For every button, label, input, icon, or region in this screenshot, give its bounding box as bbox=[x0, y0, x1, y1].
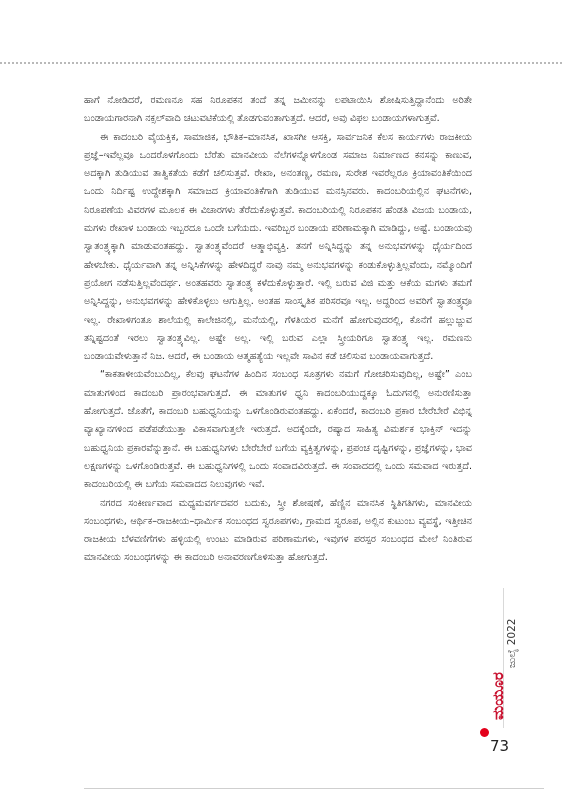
top-dotted-divider bbox=[0, 62, 562, 64]
magazine-brand-logo: ಮಯೂರ bbox=[489, 672, 507, 720]
article-paragraph: ನಗರದ ಸಂಕೀರ್ಣವಾದ ಮಧ್ಯಮವರ್ಗದವರ ಬದುಕು, ಸ್ತ್ರೀ ಶೋಷಣೆ, ಹೆಣ್ಣಿನ ಮಾನಸಿಕ ಸ್ಥಿತಿಗತಿಗಳು, ಮಾನವೀಯ ಸಂಬಂಧಗಳು, ಆರ್ಥಿಕ–ರಾಜಕೀಯ–ಧಾರ್ಮಿಕ ಸಂಬಂಧದ ಸ್ವರೂಪಗಳು, ಗ್ರಾಮದ ಸ್ವರೂಪ, ಅಲ್ಲಿನ ಕುಟುಂಬ ವ್ಯವಸ್ಥೆ, ಇತ್ತೀಚಿನ ರಾಜಕೀಯ ಬೆಳವಣಿಗೆಗಳು ಹಳ್ಳಿಯಲ್ಲಿ ಉಂಟು ಮಾಡಿರುವ ಪರಿಣಾಮಗಳು, ಇವುಗಳ ಪರಸ್ಪರ ಸಂಬಂಧದ ಮೇಲೆ ನಿಂತಿರುವ ಮಾನವೀಯ ಸಂಬಂಧಗಳನ್ನು ಈ ಕಾದಂಬರಿ ಅನಾವರಣಗೊಳಿಸುತ್ತಾ ಹೋಗುತ್ತದೆ. bbox=[84, 497, 472, 564]
article-paragraph: “ಕಾಕತಾಳೀಯವೆಂಬುದಿಲ್ಲ, ಕೆಲವು ಘಟನೆಗಳ ಹಿಂದಿನ ಸಂಬಂಧ ಸೂತ್ರಗಳು ನಮಗೆ ಗೋಚರಿಸುವುದಿಲ್ಲ, ಅಷ್ಟೇ” ಎಂಬ ಮಾತುಗಳಿಂದ ಕಾದಂಬರಿ ಪ್ರಾರಂಭವಾಗುತ್ತದೆ. ಈ ಮಾತುಗಳ ಧ್ವನಿ ಕಾದಂಬರಿಯುದ್ದಕ್ಕೂ ಓದುಗನಲ್ಲಿ ಅನುರಣಿಸುತ್ತಾ ಹೋಗುತ್ತದೆ. ಜೊತೆಗೆ, ಕಾದಂಬರಿ ಬಹುಧ್ವನಿಯನ್ನು ಒಳಗೊಂಡಿರುವಂತಹದ್ದು. ಏಕೆಂದರೆ, ಕಾದಂಬರಿ ಪ್ರಕಾರ ಬೇರೆಬೇರೆ ವಿಭಿನ್ನ ವ್ಯಾಖ್ಯಾನಗಳಿಂದ ಪಡೆಪಡೆಯುತ್ತಾ ವಿಕಾಸವಾಗುತ್ತಲೇ ಇರುತ್ತದೆ. ಅದಕ್ಕೆಂದೇ, ರಷ್ಯಾದ ಸಾಹಿತ್ಯ ವಿಮರ್ಶಕ ಭಾಕ್ತಿನ್ ಇದನ್ನು ಬಹುಧ್ವನಿಯ ಪ್ರಕಾರವೆನ್ನುತ್ತಾನೆ. ಈ ಬಹುಧ್ವನಿಗಳು ಬೇರೆಬೇರೆ ಬಗೆಯ ವ್ಯಕ್ತಿತ್ವಗಳನ್ನು, ಪ್ರಪಂಚ ದೃಷ್ಟಿಗಳನ್ನು, ಪ್ರಜ್ಞೆಗಳನ್ನು, ಭಾವ ಲಕ್ಷಣಗಳನ್ನು ಒಳಗೊಂಡಿರುತ್ತವೆ. ಈ ಬಹುಧ್ವನಿಗಳಲ್ಲಿ ಒಂದು ಸಂವಾದವಿರುತ್ತದೆ. ಈ ಸಂವಾದದಲ್ಲಿ ಒಂದು ಸಮವಾದ ಇರುತ್ತದೆ. ಕಾದಂಬರಿಯಲ್ಲಿ ಈ ಬಗೆಯ ಸಮವಾದದ ನಿಲುವುಗಳು ಇವೆ. bbox=[84, 369, 472, 491]
page-number: 73 bbox=[490, 737, 510, 755]
issue-date: ಜುಲೈ 2022 bbox=[506, 618, 518, 668]
article-body bbox=[84, 92, 472, 568]
article-paragraph: ಈ ಕಾದಂಬರಿ ವೈಯಕ್ತಿಕ, ಸಾಮಾಜಿಕ, ಭೌತಿಕ–ಮಾನಸಿಕ, ಖಾಸಗೀ ಆಸಕ್ತಿ, ಸಾರ್ವಜನಿಕ ಕೆಲಸ ಕಾರ್ಯಗಳು ರಾಜಕೀಯ ಪ್ರಜ್ಞೆ–ಇವೆಲ್ಲವೂ ಒಂದರೊಳಗೊಂದು ಬೆರೆತು ಮಾನವೀಯ ನೆಲೆಗಳನ್ನೊಳಗೊಂಡ ಸಮಾಜ ನಿರ್ಮಾಣದ ಕನಸನ್ನು ಕಾಣುವ, ಅದಕ್ಕಾಗಿ ತುಡಿಯುವ ತಾತ್ವಿಕತೆಯ ಕಡೆಗೆ ಚಲಿಸುತ್ತವೆ. ರೇಖಾ, ಅನಂತಣ್ಣ, ರಮಣ, ಸುರೇಶ ಇವರೆಲ್ಲರೂ ಕ್ರಿಯಾವಂತಿಕೆಯಿಂದ ಒಂದು ನಿರ್ದಿಷ್ಟ ಉದ್ದೇಶಕ್ಕಾಗಿ ಸಮಾಜದ ಕ್ರಿಯಾವಂತಿಕೆಗಾಗಿ ತುಡಿಯುವ ಮನಸ್ಸಿನವರು. ಕಾದಂಬರಿಯಲ್ಲಿನ ಘಟನೆಗಳು, ನಿರೂಪಣೆಯ ವಿವರಗಳ ಮೂಲಕ ಈ ವಿಚಾರಗಳು ತೆರೆದುಕೊಳ್ಳುತ್ತವೆ. ಕಾದಂಬರಿಯಲ್ಲಿ ನಿರೂಪಕನ ಹೆಂಡತಿ ವಿಜಯ ಬಂಡಾಯ, ಮಗಳು ರೇಖಾಳ ಬಂಡಾಯ ಇಬ್ಬರದೂ ಒಂದೇ ಬಗೆಯದು. ಇವರಿಬ್ಬರ ಬಂಡಾಯ ಪರಿಣಾಮಕ್ಕಾಗಿ ಮಾಡಿದ್ದು, ಅಷ್ಟೆ. ಬಂಡಾಯವು ಸ್ವಾತಂತ್ರ್ಯಕ್ಕಾಗಿ ಮಾಡುವಂತಹದ್ದು. ಸ್ವಾತಂತ್ರ್ಯವೆಂದರೆ ಆತ್ಮಾಭಿವ್ಯಕ್ತಿ. ತನಗೆ ಅನ್ನಿಸಿದ್ದನ್ನು ತನ್ನ ಅನುಭವಗಳನ್ನು ಧೈರ್ಯದಿಂದ ಹೇಳಬೇಕು. ಧೈರ್ಯವಾಗಿ ತನ್ನ ಅನ್ನಿಸಿಕೆಗಳನ್ನು ಹೇಳದಿದ್ದರೆ ನಾವು ನಮ್ಮ ಅನುಭವಗಳನ್ನು ಕಂಡುಕೊಳ್ಳುತ್ತಿಲ್ಲವೆಂದು, ನಮ್ಮೊಂದಿಗೆ ಪ್ರಯೋಗ ನಡೆಸುತ್ತಿಲ್ಲವೆಂದರ್ಥ. ಅಂತಹವರು ಸ್ವಾತಂತ್ರ್ಯ ಕಳೆದುಕೊಳ್ಳುತ್ತಾರೆ. ಇಲ್ಲಿ ಬರುವ ವಿಜಿ ಮತ್ತು ಆಕೆಯ ಮಗಳು ತಮಗೆ ಅನ್ನಿಸಿದ್ದನ್ನು, ಅನುಭವಗಳನ್ನು ಹೇಳಿಕೊಳ್ಳಲು ಆಗುತ್ತಿಲ್ಲ. ಅಂತಹ ಸಾಂಸ್ಕೃತಿಕ ಪರಿಸರವೂ ಇಲ್ಲ. ಅದ್ದರಿಂದ ಅವರಿಗೆ ಸ್ವಾತಂತ್ರ್ಯವೂ ಇಲ್ಲ. ರೇಖಾಳಿಗಂತೂ ಶಾಲೆಯಲ್ಲಿ ಕಾಲೇಜಿನಲ್ಲಿ, ಮನೆಯಲ್ಲಿ, ಗೆಳತಿಯರ ಮನೆಗೆ ಹೋಗುವುದರಲ್ಲಿ, ಕೊನೆಗೆ ಹಲ್ಲುಜ್ಜುವ ತನ್ನಿಷ್ಟದಂತೆ ಇರಲು ಸ್ವಾತಂತ್ರ್ಯವಿಲ್ಲ. ಅಷ್ಟೇ ಅಲ್ಲ. ಇಲ್ಲಿ ಬರುವ ಎಲ್ಲಾ ಸ್ತ್ರೀಯರಿಗೂ ಸ್ವಾತಂತ್ರ್ಯ ಇಲ್ಲ. ರಮಣನು ಬಂಡಾಯವೇಳುತ್ತಾನೆ ನಿಜ. ಆದರೆ, ಈ ಬಂಡಾಯ ಆತ್ಮಹತ್ಯೆಯ ಇಲ್ಲವೇ ಸಾವಿನ ಕಡೆ ಚಲಿಸುವ ಬಂಡಾಯವಾಗುತ್ತದೆ. bbox=[84, 131, 472, 363]
article-paragraph: ಹಾಗೆ ನೋಡಿದರೆ, ರಮಣನೂ ಸಹ ನಿರೂಪಕನ ತಂದೆ ತನ್ನ ಜಮೀನನ್ನು ಲಪಟಾಯಿಸಿ ಶೋಷಿಸುತ್ತಿದ್ದಾನೆಂದು ಅರಿತೇ ಬಂಡಾಯಗಾರನಾಗಿ ನಕ್ಸಲ್‌ವಾದಿ ಚಟುವಟಿಕೆಯಲ್ಲಿ ತೊಡಗುವಂತಾಗುತ್ತದೆ. ಆದರೆ, ಅವು ವಿಫಲ ಬಂಡಾಯಗಳಾಗುತ್ತವೆ. bbox=[84, 95, 472, 125]
red-dot-icon bbox=[480, 728, 489, 737]
bottom-divider bbox=[84, 788, 544, 789]
